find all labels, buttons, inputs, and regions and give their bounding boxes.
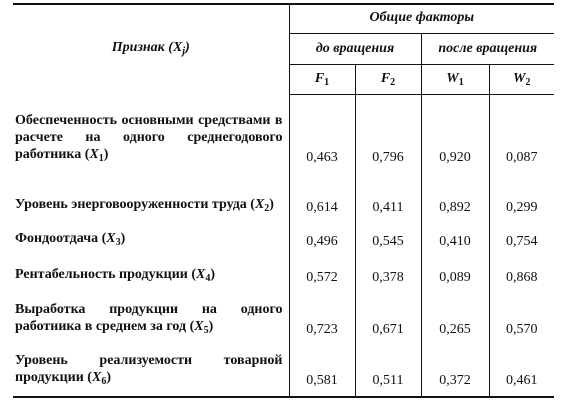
cell-w2: 0,868 bbox=[506, 269, 538, 285]
row-label-text: Уровень энерговооруженности труда $(X_2)$ bbox=[15, 196, 274, 214]
row-label-text: Обеспеченность основными средствами в расчете на одного среднегодового работника $(X_1)$ bbox=[15, 112, 283, 164]
cell-f2: 0,796 bbox=[355, 95, 421, 173]
table-row bbox=[13, 95, 554, 173]
column-header-f1: $F_1$ bbox=[289, 65, 355, 95]
row-label bbox=[13, 173, 289, 223]
cell-w1: 0,410 bbox=[421, 223, 489, 257]
cell-f2: 0,671 bbox=[355, 293, 421, 345]
cell-w2: 0,461 bbox=[489, 345, 554, 397]
cell-w1: 0,920 bbox=[421, 95, 489, 173]
row-label bbox=[13, 345, 289, 397]
table-row bbox=[13, 223, 554, 257]
row-label bbox=[13, 223, 289, 257]
column-header-w2: $W_2$ bbox=[489, 65, 554, 95]
column-header-w1: $W_1$ bbox=[421, 65, 489, 95]
table-row bbox=[13, 293, 554, 345]
cell-f1: 0,723 bbox=[289, 293, 355, 345]
table-row bbox=[13, 173, 554, 223]
column-header-f2: $F_2$ bbox=[355, 65, 421, 95]
cell-w2: 0,087 bbox=[506, 149, 538, 165]
cell-w1: 0,265 bbox=[421, 293, 489, 345]
cell-f2: 0,411 bbox=[355, 173, 421, 223]
table-row bbox=[13, 257, 554, 293]
row-label-text: Уровень реализуемости товарной продукции $(X_6)$ bbox=[15, 352, 283, 387]
cell-f1: 0,572 bbox=[289, 257, 355, 293]
before-rotation-header: до вращения bbox=[289, 34, 421, 65]
cell-f2: 0,545 bbox=[355, 223, 421, 257]
cell-f1: 0,496 bbox=[289, 223, 355, 257]
cell-f1: 0,581 bbox=[289, 345, 355, 397]
cell-f1: 0,463 bbox=[289, 95, 355, 173]
row-label bbox=[13, 95, 289, 173]
table-row bbox=[13, 345, 554, 397]
row-label bbox=[13, 257, 289, 293]
cell-f2: 0,378 bbox=[355, 257, 421, 293]
cell-w1: 0,089 bbox=[421, 257, 489, 293]
factor-loadings-table bbox=[13, 3, 554, 398]
after-rotation-header: после вращения bbox=[421, 34, 554, 65]
common-factors-header: Общие факторы bbox=[289, 3, 554, 34]
feature-column-header: Признак $(X_j)$ bbox=[13, 3, 289, 95]
row-label-text: Выработка продукции на одного работника в среднем за год $(X_5)$ bbox=[15, 301, 283, 336]
cell-w1: 0,892 bbox=[421, 173, 489, 223]
cell-w2: 0,754 bbox=[506, 233, 538, 249]
cell-f1: 0,614 bbox=[289, 173, 355, 223]
cell-f2: 0,511 bbox=[355, 345, 421, 397]
row-label bbox=[13, 293, 289, 345]
cell-w2: 0,299 bbox=[506, 199, 538, 215]
cell-w1: 0,372 bbox=[421, 345, 489, 397]
cell-w2: 0,570 bbox=[506, 321, 538, 337]
row-label-text: Фондоотдача $(X_3)$ bbox=[15, 230, 126, 248]
row-label-text: Рентабельность продукции $(X_4)$ bbox=[15, 266, 216, 284]
